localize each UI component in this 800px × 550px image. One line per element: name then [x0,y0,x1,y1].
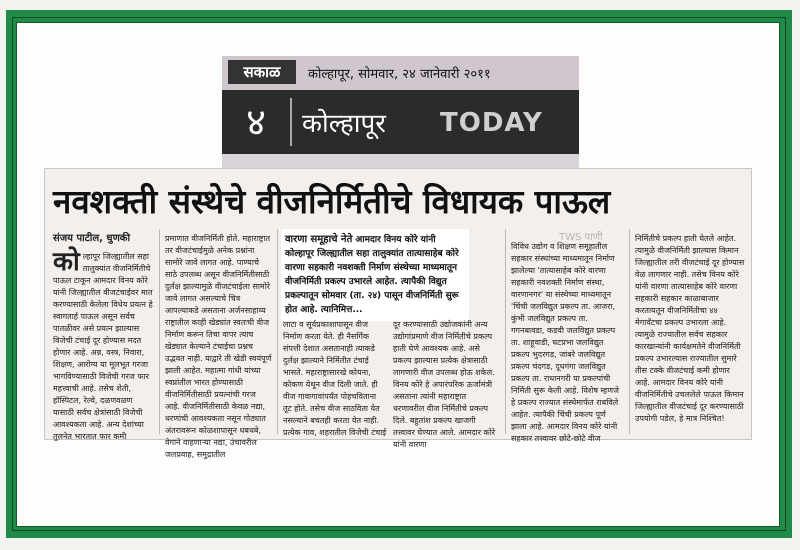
column-rule [629,229,630,434]
article-column-1 [53,233,155,441]
newspaper-logo: सकाळ [228,60,296,84]
section-city: कोल्हापूर [302,109,386,139]
lede-lead: वारणा समूहाचे नेते [285,234,353,245]
column-rule [505,229,506,434]
column-rule [159,229,160,434]
article-column-2 [165,233,273,459]
article-column-3 [283,319,387,437]
lede-text: आमदार विनय कोरे यांनी कोल्हापूर जिल्ह्यातील सहा तालुक्यांत तात्यासाहेब कोरे वारणा सहकारी नवशक्ती निर्माण संस्थेच्या माध्यमातून वीजनिर्मिती प्रकल्प उभारले आहेत. त्यापैकी विद्युत प्रकल्पातून सोमवार (ता. २४) पासून वीजनिर्मिती सुरू होत आहे. त्यानिमित्त... [285,235,459,315]
newspaper-masthead [222,56,579,168]
article-lede-box [281,229,469,321]
section-banner [222,90,579,154]
article-headline: नवशक्ती संस्थेचे वीजनिर्मितीचे विधायक पाऊल [53,182,611,221]
column-text: प्रमाणात वीजनिर्मिती होते. महाराष्ट्रात तर वीजटंचाईमुळे अनेक प्रश्नांना सामोरे जावे लागत आहे. पाण्याचे साठे उपलब्ध असून वीजनिर्मितीसाठी दुर्लक्ष झाल्यामुळे वीजटंचाईला सामोरे जावे लागत असल्याचे चित्र आपल्याकडे असताना अर्जनसाहाय्य राष्ट्रातील काही खेड्यांत स्वतःची वीज निर्माण करून तिचा वापर त्याच खेड्यात केल्याने टंचाईचा प्रश्नच उद्भवत नाही. याद्वारे ती खेडी स्वयंपूर्ण झाली आहेत. महात्मा गांधी यांच्या स्वप्नांतील भारत होण्यासाठी वीजनिर्मितीसाठी प्रयत्नांची गरज आहे. वीजनिर्मितीसाठी केवळ नद्या, धरणांची आवश्यकता नसून गोठ्यात अंतरावरून कोळशापासून धबधबे, वेगाने वाहणाऱ्या नद्या, उंचावरील जलप्रवाह, समुद्रातील [165,234,272,459]
article-byline: संजय पाटील, धुणकी [53,233,131,244]
section-today: TODAY [440,108,543,138]
column-text: दूर करण्यासाठी उद्योजकांनी अन्य उद्योगांप्रमाणे वीज निर्मितीचे प्रकल्प हाती घेणे आवश्यक आहे. असे प्रकल्प झाल्यास प्रत्येक क्षेत्रासाठी लागणारी वीज उपलब्ध होऊ शकेल. विनय कोरे हे अपारंपरिक ऊर्जामंत्री असताना त्यांनी महाराष्ट्रात धरणावरील वीज निर्मितीचे प्रकल्प दिले. बहुतांश प्रकल्प खाजगी तत्त्वावर घेण्यात आले. आमदार कोरे यांनी वारणा [393,320,496,449]
banner-divider [290,98,292,146]
column-rule [277,229,278,434]
article-column-4 [393,319,499,449]
news-article [44,168,752,459]
dateline: कोल्हापूर, सोमवार, २४ जानेवारी २०११ [308,67,491,82]
drop-cap: को [53,247,80,277]
page-number: ४ [246,100,266,144]
faded-print-text: TWS पाणी [559,232,603,243]
column-text: निर्मितीचे प्रकल्प हाती घेतले आहेत. त्यामुळे वीजनिर्मिती झाल्यास किमान जिल्ह्यातील तरी वीजटंचाई दूर होण्यास वेळ लागणार नाही. तसेच विनय कोरे यांनी वारणा तात्यासाहेब कोरे वारणा सहकारी सहकार काळाबाजार करतायतून वीजनिर्मितीचा ४४ मेगावॅटचा प्रकल्प उभारला आहे. त्यामुळे राज्यातील सर्वच सहकार कारखान्यांनी कार्यक्षमतेने वीजनिर्मिती प्रकल्प उभारल्यास राज्यातील सुमारे तीस टक्के वीजटंचाई कमी होणार आहे. आमदार विनय कोरे यांनी वीजनिर्मितीचे उचललेले पाऊल किमान जिल्ह्यातील वीजटंचाई दूर करण्यासाठी उपयोगी पडेल, हे मात्र निश्चित! [635,234,745,423]
column-text: ल्हापूर जिल्ह्यातील सहा तालुक्यांत वीजनिर्मितीचे पाऊल टाकून आमदार विनय कोरे यांनी जिल्ह्यातील वीजटंचाईवर मात करण्यासाठी केलेला विधेय प्रयत्न हे स्वागतार्ह पाऊल असून सर्वच पातळीवर असे प्रयत्न झाल्यास विजेची टंचाई दूर होण्यास मदत होणार आहे. अन्न, वस्त्र, निवारा, शिक्षण, आरोग्य या मूलभूत गरजा भागविण्यासाठी विजेची गरज फार महत्त्वाची आहे. तसेच शेती, हॉस्पिटल, रेल्वे, दळणवळण यासाठी सर्वच क्षेत्रांसाठी विजेची आवश्यकता आहे. अन्य देशांच्या तुलनेत भारतात फार कमी [53,252,153,441]
column-text: विविध उद्योग व शिक्षण समूहातील सहकार संस्थांच्या माध्यमातून निर्माण झालेल्या 'तात्यासाहेब कोरे वारणा सहकारी नवशक्ती निर्माण संस्था, वारणानगर' या संस्थेच्या माध्यमातून 'चिंची जलविद्युत प्रकल्प ता. आजरा, कुंभी जलविद्युत प्रकल्प ता. गगनबावडा, कडवी जलविद्युत प्रकल्प ता. शाहूवाडी, घटप्रभा जलविद्युत प्रकल्प भुदरगड, जांबरे जलविद्युत प्रकल्प चंदगड, दूधगंगा जलविद्युत प्रकल्प ता. राधानगरी या प्रकल्पांची निर्मिती सुरू केली आहे. विशेष म्हणजे हे प्रकल्प राज्यात संस्थेमार्फत राबविले आहेत. त्यापैकी चिंची प्रकल्प पूर्ण झाला आहे. आमदार विनय कोरे यांनी सहकार तत्त्वावर छोटे-छोटे वीज [511,242,619,443]
column-text: लाटा व सूर्यप्रकाशापासून वीज निर्माण करता येते. ही नैसर्गिक संपत्ती देशात असतानाही त्याकडे दुर्लक्ष झाल्याने निर्मितीत टंचाई भासते. महाराष्ट्रासारखे कोयना, कोकण येथून वीज दिली जाते. ही वीज गावागावांपर्यंत पोहचविताना तूट होते. तसेच वीज साठविता येत नसल्याने बचतही करता येत नाही. प्रत्येक गाव, शहरातील विजेची टंचाई [283,320,387,437]
article-column-5 [511,241,623,443]
masthead-top-bar [222,56,579,90]
article-column-6 [635,233,745,433]
